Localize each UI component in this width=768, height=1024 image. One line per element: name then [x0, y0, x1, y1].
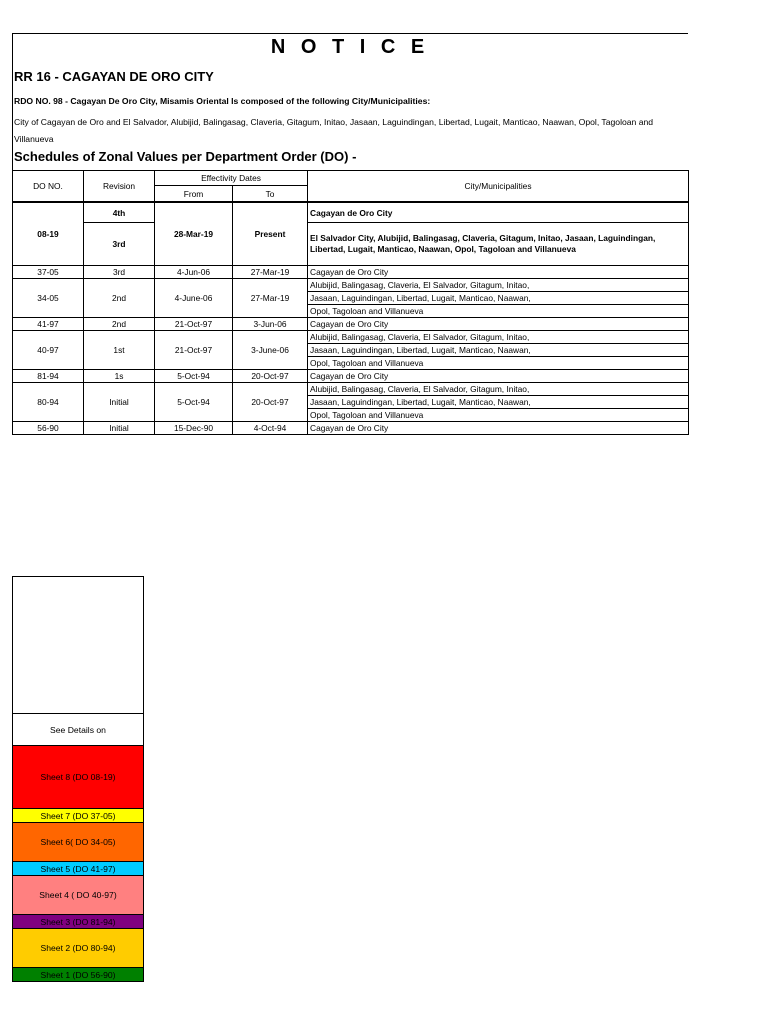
- from-cell: 28-Mar-19: [155, 202, 233, 266]
- notice-title: N O T I C E: [270, 36, 430, 58]
- to-cell: 27-Mar-19: [233, 266, 308, 279]
- sheet-legend: [12, 576, 144, 982]
- table-row: [13, 331, 689, 344]
- sheet-link-7[interactable]: Sheet 7 (DO 37-05): [12, 809, 144, 823]
- table-row: [13, 383, 689, 396]
- do-no-cell: 34-05: [13, 279, 84, 318]
- city-cell: Alubijid, Balingasag, Claveria, El Salvador, Gitagum, Initao,: [308, 279, 689, 292]
- do-no-cell: 56-90: [13, 422, 84, 435]
- to-cell: 27-Mar-19: [233, 279, 308, 318]
- city-cell: Cagayan de Oro City: [308, 318, 689, 331]
- city-cell: Cagayan de Oro City: [308, 202, 689, 223]
- sheet-link-4[interactable]: Sheet 4 ( DO 40-97): [12, 876, 144, 915]
- sheet-link-3[interactable]: Sheet 3 (DO 81-94): [12, 915, 144, 929]
- table-row: [13, 266, 689, 279]
- to-cell: 3-June-06: [233, 331, 308, 370]
- revision-cell: Initial: [84, 383, 155, 422]
- table-row: [13, 202, 689, 223]
- do-schedule-table: [12, 170, 689, 435]
- revision-cell: 2nd: [84, 279, 155, 318]
- header-revision: Revision: [84, 171, 155, 203]
- table-row: [13, 370, 689, 383]
- header-city: City/Municipalities: [308, 171, 689, 203]
- sheet-link-8[interactable]: Sheet 8 (DO 08-19): [12, 746, 144, 809]
- to-cell: 20-Oct-97: [233, 370, 308, 383]
- sheet-link-6[interactable]: Sheet 6( DO 34-05): [12, 823, 144, 862]
- table-row: [13, 422, 689, 435]
- city-cell: Cagayan de Oro City: [308, 266, 689, 279]
- sheet-link-1[interactable]: Sheet 1 (DO 56-90): [12, 968, 144, 982]
- revision-cell: 4th: [84, 202, 155, 223]
- city-cell: Alubijid, Balingasag, Claveria, El Salvador, Gitagum, Initao,: [308, 383, 689, 396]
- from-cell: 4-Jun-06: [155, 266, 233, 279]
- revision-cell: 1s: [84, 370, 155, 383]
- revision-cell: Initial: [84, 422, 155, 435]
- to-cell: 4-Oct-94: [233, 422, 308, 435]
- to-cell: 3-Jun-06: [233, 318, 308, 331]
- from-cell: 4-June-06: [155, 279, 233, 318]
- see-details-label: See Details on: [12, 713, 144, 746]
- table-row: [13, 279, 689, 292]
- table-row: [13, 318, 689, 331]
- notice-frame-top: [12, 33, 688, 34]
- city-cell: Jasaan, Laguindingan, Libertad, Lugait, Manticao, Naawan,: [308, 292, 689, 305]
- city-cell: Jasaan, Laguindingan, Libertad, Lugait, Manticao, Naawan,: [308, 344, 689, 357]
- from-cell: 5-Oct-94: [155, 383, 233, 422]
- municipalities-text: City of Cagayan de Oro and El Salvador, Alubijid, Balingasag, Claveria, Gitagum, Initao, Jasaan, Laguindingan, Libertad, Lugait, Manticao, Naawan, Opol, Tagoloan and Villanueva: [14, 117, 654, 144]
- from-cell: 5-Oct-94: [155, 370, 233, 383]
- do-no-cell: 37-05: [13, 266, 84, 279]
- schedule-heading: Schedules of Zonal Values per Department Order (DO) -: [14, 149, 357, 164]
- do-no-cell: 80-94: [13, 383, 84, 422]
- city-cell: Opol, Tagoloan and Villanueva: [308, 305, 689, 318]
- city-cell: Opol, Tagoloan and Villanueva: [308, 357, 689, 370]
- from-cell: 21-Oct-97: [155, 331, 233, 370]
- city-cell: Jasaan, Laguindingan, Libertad, Lugait, Manticao, Naawan,: [308, 396, 689, 409]
- table-header-row: [13, 171, 689, 186]
- city-cell: Alubijid, Balingasag, Claveria, El Salvador, Gitagum, Initao,: [308, 331, 689, 344]
- from-cell: 15-Dec-90: [155, 422, 233, 435]
- revision-cell: 2nd: [84, 318, 155, 331]
- do-no-cell: 08-19: [13, 202, 84, 266]
- do-no-cell: 81-94: [13, 370, 84, 383]
- rdo-line: RDO NO. 98 - Cagayan De Oro City, Misamis Oriental Is composed of the following City/Municipalities:: [14, 96, 431, 106]
- city-cell: El Salvador City, Alubijid, Balingasag, Claveria, Gitagum, Initao, Jasaan, Laguindingan, Libertad, Lugait, Manticao, Naawan, Opol, Tagoloan and Villanueva: [308, 223, 689, 266]
- region-heading: RR 16 - CAGAYAN DE ORO CITY: [14, 69, 214, 84]
- legend-blank-box: [12, 576, 144, 713]
- to-cell: 20-Oct-97: [233, 383, 308, 422]
- revision-cell: 1st: [84, 331, 155, 370]
- city-cell: Opol, Tagoloan and Villanueva: [308, 409, 689, 422]
- do-no-cell: 40-97: [13, 331, 84, 370]
- to-cell: Present: [233, 202, 308, 266]
- header-do-no: DO NO.: [13, 171, 84, 203]
- header-to: To: [233, 186, 308, 202]
- revision-cell: 3rd: [84, 266, 155, 279]
- from-cell: 21-Oct-97: [155, 318, 233, 331]
- revision-cell: 3rd: [84, 223, 155, 266]
- header-effectivity: Effectivity Dates: [155, 171, 308, 186]
- do-no-cell: 41-97: [13, 318, 84, 331]
- table-row: [13, 223, 689, 266]
- sheet-link-5[interactable]: Sheet 5 (DO 41-97): [12, 862, 144, 876]
- sheet-link-2[interactable]: Sheet 2 (DO 80-94): [12, 929, 144, 968]
- city-cell: Cagayan de Oro City: [308, 422, 689, 435]
- city-cell: Cagayan de Oro City: [308, 370, 689, 383]
- header-from: From: [155, 186, 233, 202]
